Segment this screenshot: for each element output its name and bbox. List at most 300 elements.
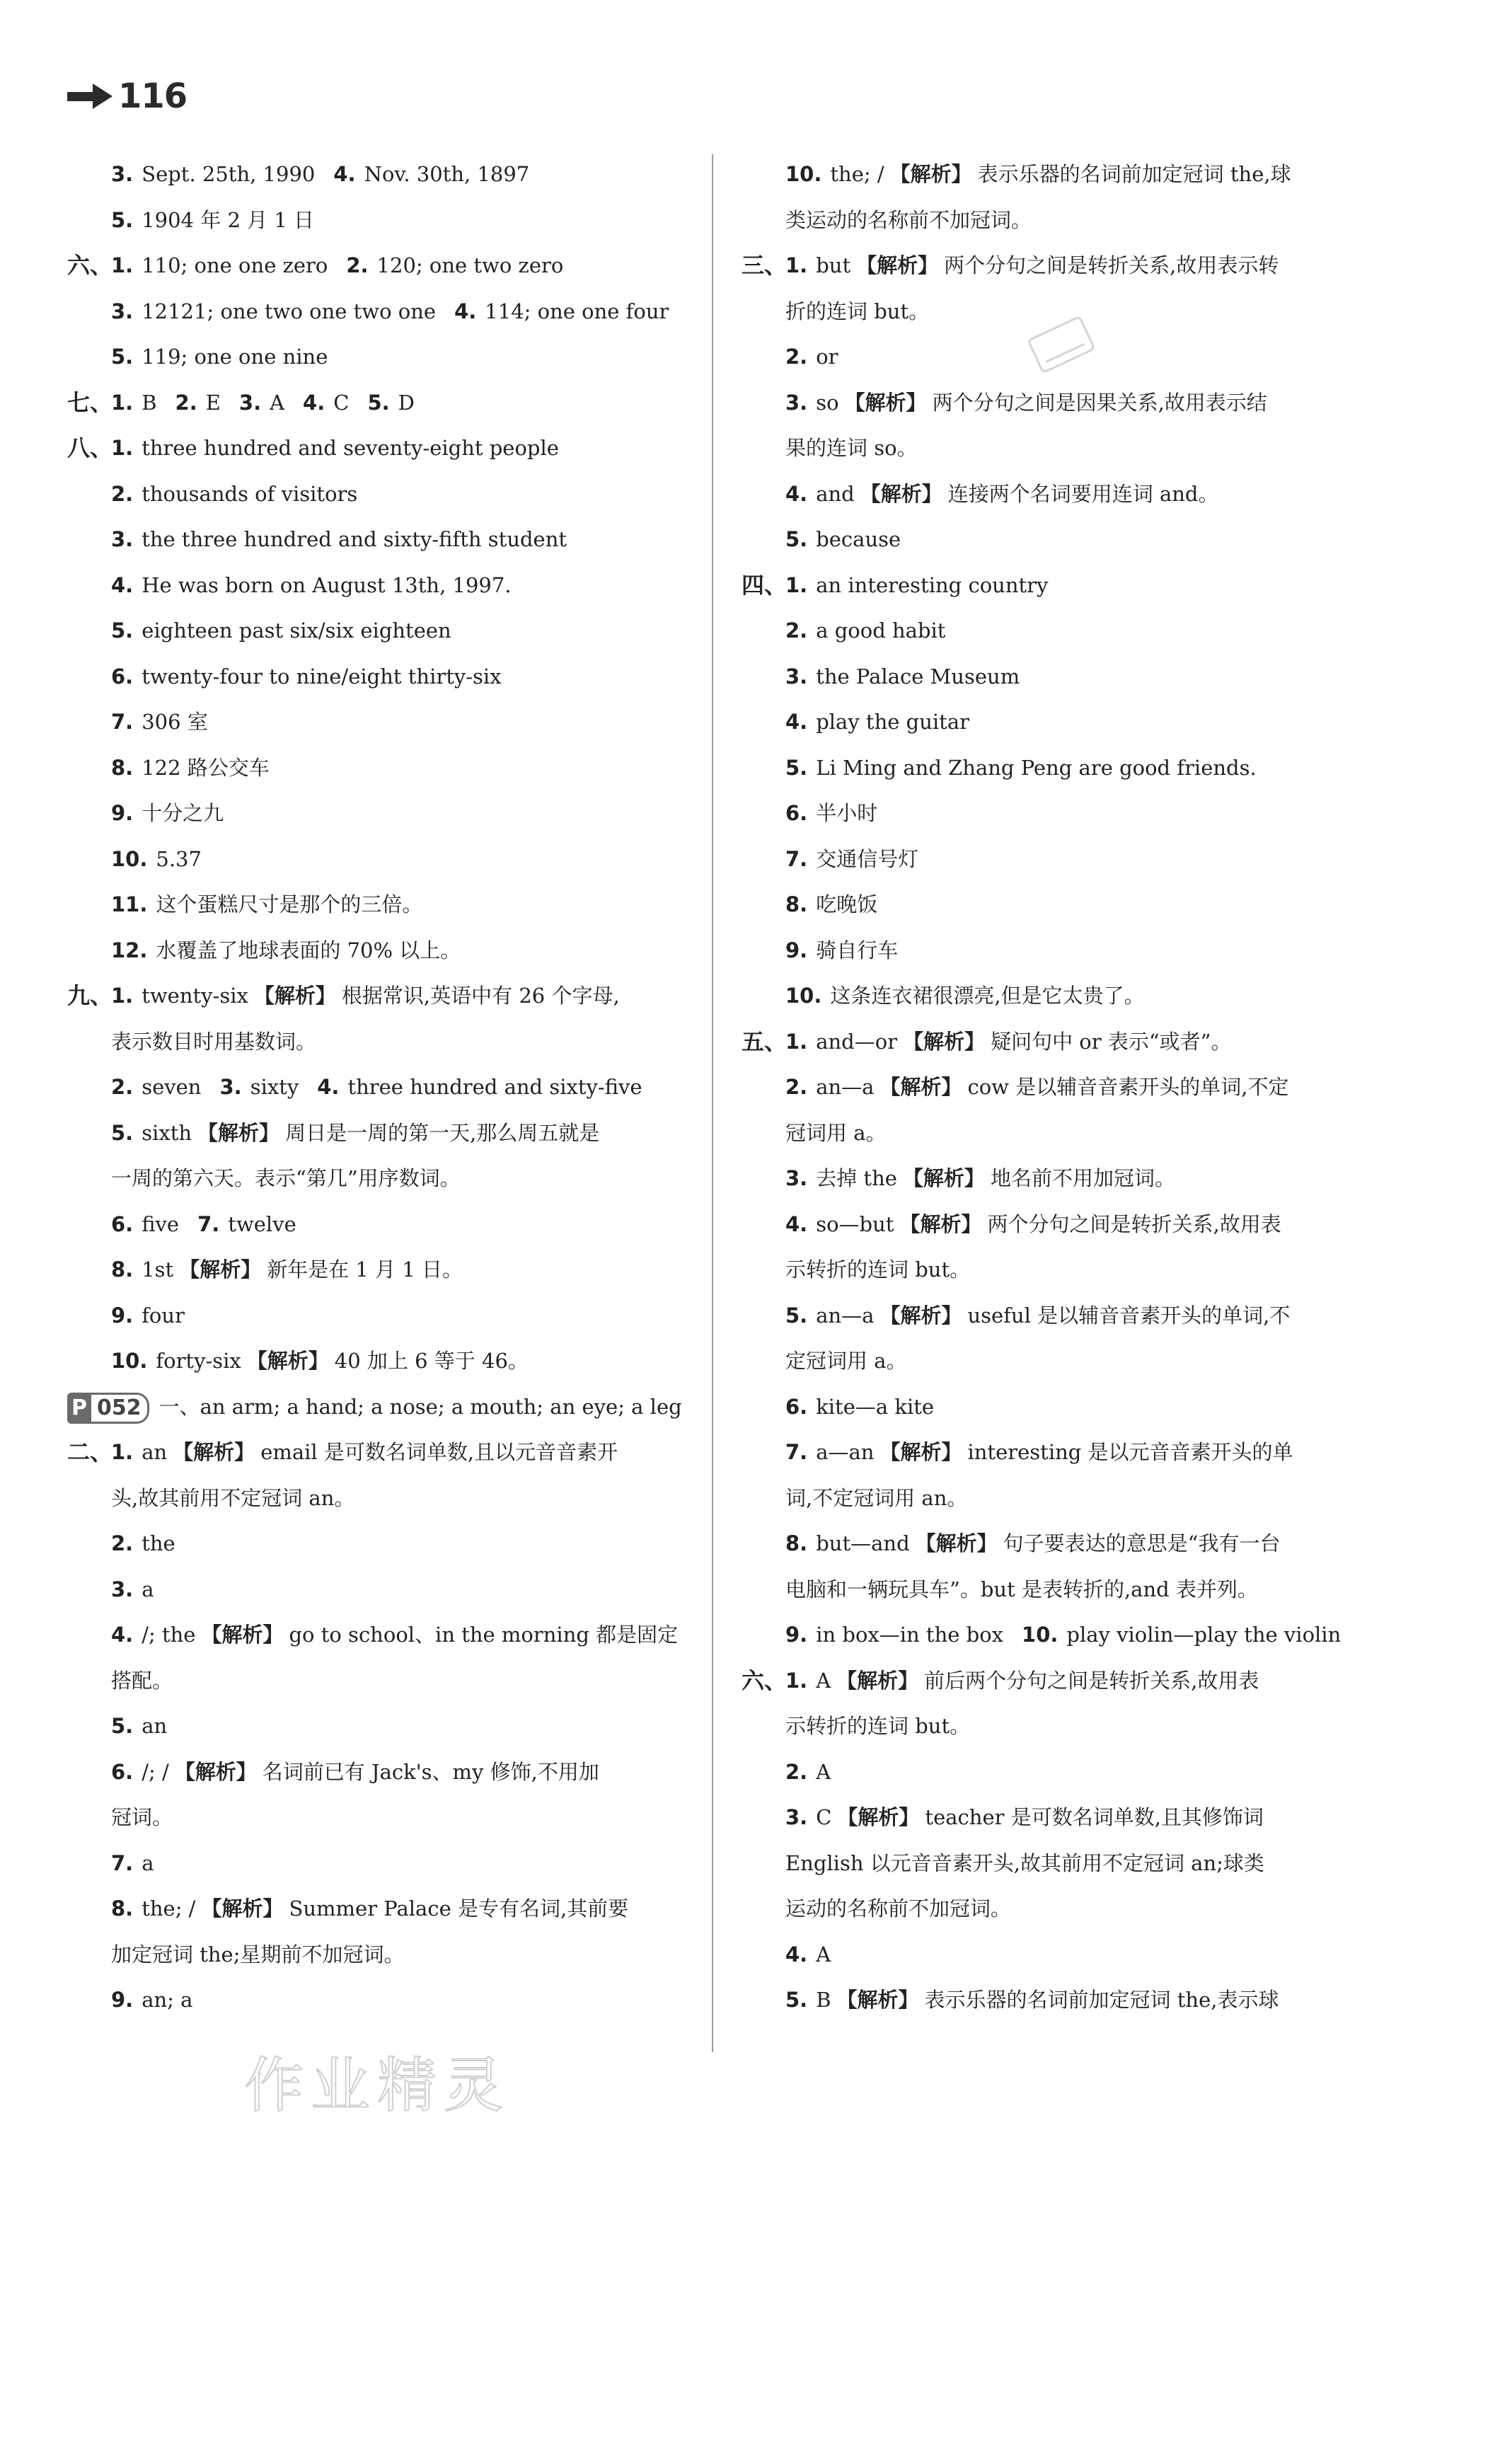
- analysis-tag: 【解析】: [889, 162, 972, 186]
- answer-line: [67, 608, 690, 654]
- analysis-text: 表示乐器的名词前加定冠词 the,球: [977, 162, 1291, 186]
- item-number: 1.: [111, 253, 134, 277]
- section-marker: 二、: [67, 1439, 113, 1466]
- answer-line: [67, 1977, 690, 2023]
- answer-text: an interesting country: [816, 572, 1049, 597]
- answer-line: [742, 151, 1364, 197]
- answer-text: 12121; one two one two one: [142, 299, 437, 323]
- item-number: 10.: [111, 1349, 148, 1373]
- answer-text: 电脑和一辆玩具车”。but 是表转折的,and 表并列。: [785, 1577, 1258, 1601]
- answer-line: [742, 1110, 1364, 1156]
- answer-text: E: [205, 390, 221, 415]
- answer-line: [67, 836, 690, 882]
- answer-text: seven: [142, 1075, 202, 1099]
- answer-line: [742, 928, 1364, 974]
- answer-line: [67, 425, 690, 471]
- item-number: 6.: [111, 1759, 134, 1784]
- analysis-text: 疑问句中 or 表示“或者”。: [991, 1029, 1232, 1054]
- answer-text: because: [816, 527, 901, 551]
- answer-line: [742, 1429, 1364, 1475]
- answer-line: [67, 517, 690, 563]
- answer-line: [67, 1841, 690, 1887]
- left-answer-column: [67, 151, 690, 2023]
- item-number: 6.: [111, 1211, 134, 1236]
- analysis-text: interesting 是以元音音素开头的单: [967, 1440, 1293, 1464]
- answer-line: [742, 699, 1364, 745]
- answer-text: kite—a kite: [816, 1394, 935, 1419]
- answer-text: C: [333, 390, 350, 415]
- answer-text: forty-six: [156, 1349, 241, 1373]
- section-marker: 八、: [67, 434, 113, 461]
- answer-text: 5.37: [156, 846, 202, 871]
- answer-line: [742, 654, 1364, 700]
- answer-text: 120; one two zero: [376, 253, 564, 277]
- answer-line: [67, 1156, 690, 1202]
- item-number: 2.: [785, 618, 808, 643]
- answer-text: but: [816, 253, 851, 277]
- answer-text: 1904 年 2 月 1 日: [142, 207, 314, 232]
- item-number: 5.: [785, 755, 808, 780]
- arrow-right-icon: [67, 84, 114, 109]
- analysis-text: 周日是一周的第一天,那么周五就是: [285, 1120, 600, 1145]
- page-ref-badge: [67, 1393, 149, 1424]
- item-number: 5.: [785, 527, 808, 551]
- answer-line: [742, 380, 1364, 426]
- answer-text: the; /: [142, 1896, 196, 1921]
- answer-text: 运动的名称前不加冠词。: [785, 1896, 1012, 1921]
- answer-text: the three hundred and sixty-fifth student: [142, 527, 567, 551]
- answer-text: 这条连衣裙很漂亮,但是它太贵了。: [830, 984, 1145, 1008]
- answer-text: the: [142, 1531, 175, 1555]
- analysis-tag: 【解析】: [844, 390, 927, 415]
- answer-line: [67, 1612, 690, 1658]
- analysis-tag: 【解析】: [253, 984, 336, 1008]
- answer-text: an—a: [816, 1303, 875, 1328]
- item-number: 3.: [785, 1166, 808, 1190]
- answer-text: 1st: [142, 1257, 174, 1282]
- item-number: 10.: [1022, 1623, 1058, 1647]
- answer-text: and—or: [816, 1029, 898, 1054]
- answer-text: He was born on August 13th, 1997.: [142, 572, 512, 597]
- answer-line: [67, 973, 690, 1019]
- item-number: 1.: [785, 572, 808, 597]
- item-number: 8.: [111, 755, 134, 780]
- item-number: 5.: [111, 345, 134, 369]
- analysis-text: 两个分句之间是因果关系,故用表示结: [932, 390, 1267, 415]
- answer-text: or: [816, 345, 838, 369]
- answer-line: [742, 1293, 1364, 1339]
- item-number: 3.: [785, 664, 808, 689]
- analysis-tag: 【解析】: [836, 1988, 919, 2012]
- answer-line: [742, 425, 1364, 471]
- answer-text: 折的连词 but。: [785, 299, 930, 323]
- analysis-tag: 【解析】: [915, 1531, 998, 1555]
- answer-line: [742, 1202, 1364, 1248]
- answer-line: [742, 1841, 1364, 1887]
- answer-text: 110; one one zero: [142, 253, 328, 277]
- answer-line: [67, 243, 690, 289]
- item-number: 10.: [785, 162, 822, 186]
- item-number: 2.: [175, 390, 197, 415]
- answer-text: 头,故其前用不定冠词 an。: [111, 1485, 355, 1510]
- item-number: 7.: [111, 1850, 134, 1875]
- stamp-watermark-icon: [1019, 313, 1104, 376]
- analysis-text: 地名前不用加冠词。: [990, 1166, 1175, 1190]
- answer-text: B: [142, 390, 157, 415]
- item-number: 6.: [785, 801, 808, 825]
- answer-line: [67, 289, 690, 335]
- item-number: 6.: [111, 664, 134, 689]
- item-number: 2.: [785, 1759, 808, 1784]
- item-number: 7.: [197, 1211, 220, 1236]
- item-number: 5.: [111, 618, 134, 643]
- analysis-text: Summer Palace 是专有名词,其前要: [289, 1896, 629, 1921]
- answer-text: 示转折的连词 but。: [785, 1257, 971, 1282]
- answer-text: 十分之九: [142, 801, 224, 825]
- answer-line: [742, 1658, 1364, 1704]
- answer-text: 果的连词 so。: [785, 436, 918, 460]
- item-number: 4.: [111, 1623, 134, 1647]
- answer-text: thousands of visitors: [142, 481, 358, 506]
- answer-line: [742, 1475, 1364, 1521]
- answer-text: 一、an arm; a hand; a nose; a mouth; an eye; a leg: [158, 1394, 682, 1419]
- answer-text: 冠词。: [111, 1805, 173, 1829]
- answer-line: [742, 197, 1364, 243]
- item-number: 1.: [111, 984, 134, 1008]
- item-number: 3.: [238, 390, 262, 415]
- analysis-text: 句子要表达的意思是“我有一台: [1003, 1531, 1281, 1555]
- item-number: 8.: [111, 1896, 134, 1921]
- analysis-text: email 是可数名词单数,且以元音音素开: [260, 1440, 618, 1464]
- answer-text: 122 路公交车: [142, 755, 270, 780]
- answer-text: 半小时: [816, 801, 878, 825]
- section-marker: 三、: [742, 252, 788, 279]
- item-number: 12.: [111, 938, 148, 962]
- section-marker: 六、: [67, 252, 113, 279]
- answer-text: the; /: [830, 162, 884, 186]
- answer-line: [742, 1338, 1364, 1384]
- item-number: 5.: [111, 1120, 134, 1145]
- answer-text: Li Ming and Zhang Peng are good friends.: [816, 755, 1257, 780]
- page-number: 116: [118, 76, 188, 116]
- answer-text: twelve: [228, 1211, 296, 1236]
- answer-line: [742, 1977, 1364, 2023]
- answer-text: twenty-four to nine/eight thirty-six: [142, 664, 502, 689]
- item-number: 1.: [785, 1668, 808, 1693]
- answer-text: A: [816, 1759, 831, 1784]
- item-number: 5.: [111, 1714, 134, 1738]
- answer-text: 去掉 the: [816, 1166, 897, 1190]
- answer-line: [67, 1658, 690, 1704]
- answer-text: 示转折的连词 but。: [785, 1714, 971, 1738]
- answer-line: [67, 1247, 690, 1293]
- analysis-tag: 【解析】: [899, 1211, 982, 1236]
- answer-text: play violin—play the violin: [1066, 1623, 1342, 1647]
- answer-line: [742, 1064, 1364, 1110]
- answer-text: 搭配。: [111, 1668, 173, 1693]
- item-number: 9.: [785, 1623, 808, 1647]
- item-number: 10.: [785, 984, 822, 1008]
- answer-text: the Palace Museum: [816, 664, 1020, 689]
- answer-line: [67, 380, 690, 426]
- answer-text: an: [142, 1440, 168, 1464]
- item-number: 4.: [454, 299, 477, 323]
- answer-text: 119; one one nine: [142, 345, 328, 369]
- answer-line: [67, 151, 690, 197]
- analysis-tag: 【解析】: [201, 1623, 284, 1647]
- answer-text: an; a: [142, 1988, 193, 2012]
- answer-line: [742, 517, 1364, 563]
- answer-line: [67, 1110, 690, 1156]
- page-header: [67, 68, 187, 125]
- answer-text: 词,不定冠词用 an。: [785, 1485, 968, 1510]
- answer-text: 这个蛋糕尺寸是那个的三倍。: [156, 892, 423, 916]
- item-number: 7.: [785, 1440, 808, 1464]
- answer-text: 表示数目时用基数词。: [111, 1029, 317, 1054]
- column-divider: [712, 154, 713, 2052]
- answer-line: [742, 1019, 1364, 1065]
- answer-line: [67, 1429, 690, 1475]
- answer-text: a good habit: [816, 618, 946, 643]
- analysis-text: 连接两个名词要用连词 and。: [947, 481, 1219, 506]
- answer-text: in box—in the box: [816, 1623, 1004, 1647]
- answer-line: [742, 790, 1364, 836]
- answer-line: [67, 1795, 690, 1841]
- analysis-tag: 【解析】: [903, 1029, 986, 1054]
- analysis-tag: 【解析】: [879, 1440, 962, 1464]
- answer-text: 类运动的名称前不加冠词。: [785, 207, 1032, 232]
- analysis-text: 根据常识,英语中有 26 个字母,: [341, 984, 620, 1008]
- right-answer-column: [742, 151, 1364, 2023]
- analysis-tag: 【解析】: [856, 253, 939, 277]
- item-number: 1.: [111, 436, 134, 460]
- section-marker: 七、: [67, 388, 113, 416]
- item-number: 3.: [111, 162, 134, 186]
- analysis-text: 前后两个分句之间是转折关系,故用表: [924, 1668, 1259, 1693]
- answer-line: [742, 563, 1364, 609]
- analysis-text: teacher 是可数名词单数,且其修饰词: [925, 1805, 1264, 1829]
- item-number: 1.: [785, 1029, 808, 1054]
- answer-line: [742, 745, 1364, 791]
- analysis-text: 名词前已有 Jack's、my 修饰,不用加: [262, 1759, 599, 1784]
- answer-text: sixty: [250, 1075, 299, 1099]
- answer-line: [742, 1932, 1364, 1978]
- item-number: 8.: [785, 892, 808, 916]
- answer-line: [67, 563, 690, 609]
- answer-line: [742, 1886, 1364, 1932]
- answer-text: English 以元音音素开头,故其前用不定冠词 an;球类: [785, 1850, 1264, 1875]
- answer-line: [67, 1384, 690, 1430]
- answer-text: a: [142, 1850, 154, 1875]
- answer-text: 114; one one four: [485, 299, 669, 323]
- answer-line: [67, 745, 690, 791]
- analysis-tag: 【解析】: [179, 1257, 262, 1282]
- analysis-tag: 【解析】: [902, 1166, 985, 1190]
- section-marker: 六、: [742, 1666, 788, 1694]
- analysis-tag: 【解析】: [836, 1668, 919, 1693]
- item-number: 3.: [219, 1075, 242, 1099]
- answer-text: 水覆盖了地球表面的 70% 以上。: [156, 938, 461, 962]
- item-number: 2.: [111, 1531, 134, 1555]
- item-number: 5.: [111, 207, 134, 232]
- page-ref-p: P: [67, 1393, 91, 1424]
- answer-line: [67, 1064, 690, 1110]
- analysis-text: 两个分句之间是转折关系,故用表示转: [944, 253, 1279, 277]
- item-number: 4.: [333, 162, 356, 186]
- item-number: 1.: [111, 1440, 134, 1464]
- item-number: 6.: [785, 1394, 808, 1419]
- item-number: 9.: [111, 1988, 134, 2012]
- item-number: 5.: [367, 390, 390, 415]
- item-number: 7.: [111, 710, 134, 734]
- analysis-tag: 【解析】: [879, 1303, 962, 1328]
- answer-line: [742, 1703, 1364, 1749]
- answer-text: 306 室: [142, 710, 208, 734]
- answer-line: [67, 334, 690, 380]
- answer-line: [67, 1202, 690, 1248]
- answer-text: twenty-six: [142, 984, 248, 1008]
- analysis-tag: 【解析】: [173, 1440, 255, 1464]
- analysis-text: 40 加上 6 等于 46。: [334, 1349, 529, 1373]
- answer-line: [67, 699, 690, 745]
- item-number: 2.: [785, 1075, 808, 1099]
- answer-text: Sept. 25th, 1990: [142, 162, 316, 186]
- analysis-text: go to school、in the morning 都是固定: [289, 1623, 679, 1647]
- item-number: 4.: [785, 481, 808, 506]
- analysis-tag: 【解析】: [201, 1896, 284, 1921]
- answer-text: A: [270, 390, 285, 415]
- answer-line: [67, 1567, 690, 1613]
- item-number: 2.: [111, 1075, 134, 1099]
- analysis-text: cow 是以辅音音素开头的单词,不定: [967, 1075, 1289, 1099]
- analysis-tag: 【解析】: [246, 1349, 329, 1373]
- answer-text: three hundred and seventy-eight people: [142, 436, 559, 460]
- answer-line: [742, 882, 1364, 928]
- answer-text: three hundred and sixty-five: [347, 1075, 642, 1099]
- answer-line: [742, 471, 1364, 517]
- answer-line: [742, 1612, 1364, 1658]
- answer-line: [742, 1749, 1364, 1795]
- answer-line: [67, 654, 690, 700]
- analysis-tag: 【解析】: [879, 1075, 962, 1099]
- analysis-text: useful 是以辅音音素开头的单词,不: [967, 1303, 1291, 1328]
- answer-text: but—and: [816, 1531, 910, 1555]
- section-marker: 四、: [742, 571, 788, 599]
- item-number: 8.: [111, 1257, 134, 1282]
- analysis-tag: 【解析】: [174, 1759, 257, 1784]
- answer-line: [67, 1749, 690, 1795]
- answer-text: and: [816, 481, 855, 506]
- answer-line: [67, 1338, 690, 1384]
- answer-text: eighteen past six/six eighteen: [142, 618, 451, 643]
- answer-line: [67, 1932, 690, 1978]
- answer-line: [742, 836, 1364, 882]
- analysis-tag: 【解析】: [197, 1120, 280, 1145]
- analysis-tag: 【解析】: [860, 481, 942, 506]
- answer-text: B: [816, 1988, 831, 2012]
- answer-text: sixth: [142, 1120, 192, 1145]
- answer-text: a: [142, 1577, 154, 1601]
- answer-text: an: [142, 1714, 168, 1738]
- answer-line: [742, 243, 1364, 289]
- answer-line: [742, 1156, 1364, 1202]
- item-number: 4.: [303, 390, 325, 415]
- item-number: 3.: [111, 527, 134, 551]
- answer-line: [742, 973, 1364, 1019]
- item-number: 4.: [111, 572, 134, 597]
- item-number: 5.: [785, 1303, 808, 1328]
- analysis-text: 两个分句之间是转折关系,故用表: [987, 1211, 1281, 1236]
- page-ref-number: 052: [91, 1393, 149, 1424]
- item-number: 1.: [785, 253, 808, 277]
- item-number: 10.: [111, 846, 148, 871]
- answer-line: [67, 1521, 690, 1567]
- answer-text: 交通信号灯: [816, 846, 919, 871]
- answer-line: [742, 1567, 1364, 1613]
- answer-line: [67, 197, 690, 243]
- item-number: 11.: [111, 892, 148, 916]
- item-number: 4.: [317, 1075, 340, 1099]
- answer-line: [67, 928, 690, 974]
- answer-line: [67, 1293, 690, 1339]
- watermark-text: 作业精灵: [244, 2051, 511, 2120]
- answer-line: [742, 608, 1364, 654]
- answer-line: [742, 1384, 1364, 1430]
- answer-text: 一周的第六天。表示“第几”用序数词。: [111, 1166, 461, 1190]
- answer-text: so: [816, 390, 839, 415]
- item-number: 8.: [785, 1531, 808, 1555]
- analysis-text: 表示乐器的名词前加定冠词 the,表示球: [924, 1988, 1279, 2012]
- answer-text: 骑自行车: [816, 938, 899, 962]
- section-marker: 九、: [67, 982, 113, 1009]
- item-number: 1.: [111, 390, 134, 415]
- item-number: 2.: [346, 253, 369, 277]
- answer-text: five: [142, 1211, 180, 1236]
- item-number: 4.: [785, 710, 808, 734]
- answer-line: [67, 471, 690, 517]
- answer-text: /; the: [142, 1623, 196, 1647]
- answer-line: [67, 1886, 690, 1932]
- item-number: 9.: [785, 938, 808, 962]
- answer-text: 定冠词用 a。: [785, 1349, 907, 1373]
- answer-text: Nov. 30th, 1897: [364, 162, 530, 186]
- item-number: 3.: [111, 299, 134, 323]
- item-number: 2.: [111, 481, 134, 506]
- item-number: 3.: [111, 1577, 134, 1601]
- answer-text: four: [142, 1303, 185, 1328]
- answer-text: a—an: [816, 1440, 875, 1464]
- answer-text: play the guitar: [816, 710, 969, 734]
- answer-text: 冠词用 a。: [785, 1120, 887, 1145]
- answer-text: so—but: [816, 1211, 894, 1236]
- answer-line: [742, 1795, 1364, 1841]
- answer-line: [67, 1019, 690, 1065]
- answer-text: an—a: [816, 1075, 875, 1099]
- item-number: 3.: [785, 1805, 808, 1829]
- answer-line: [67, 1475, 690, 1521]
- answer-line: [67, 882, 690, 928]
- item-number: 2.: [785, 345, 808, 369]
- answer-text: 吃晚饭: [816, 892, 878, 916]
- answer-text: C: [816, 1805, 832, 1829]
- answer-text: D: [398, 390, 415, 415]
- answer-line: [742, 1247, 1364, 1293]
- answer-text: A: [816, 1668, 831, 1693]
- answer-text: A: [816, 1942, 831, 1967]
- answer-text: 加定冠词 the;星期前不加冠词。: [111, 1942, 405, 1967]
- item-number: 3.: [785, 390, 808, 415]
- answer-line: [67, 1703, 690, 1749]
